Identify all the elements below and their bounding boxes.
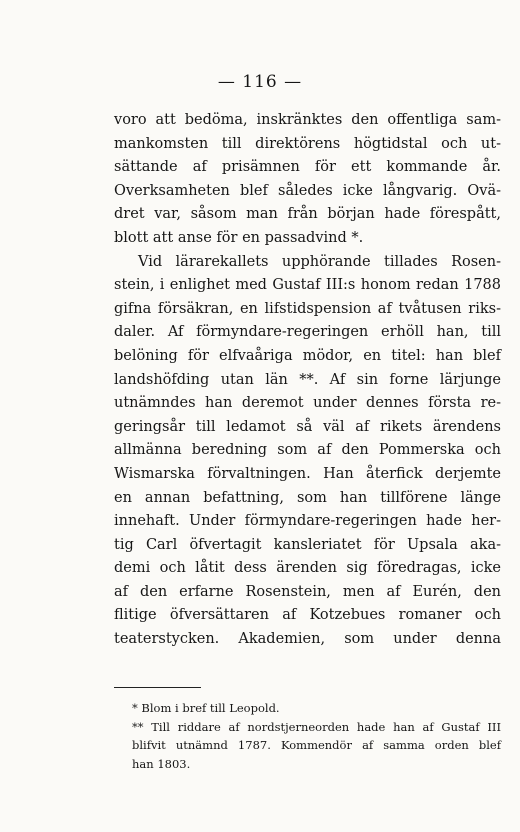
text-line: demi och låtit dess ärenden sig föredragas, icke [114,560,501,577]
text-line: blott att anse för en passadvind *. [114,229,364,246]
text-line: Vid lärarekallets upphörande tillades Rosen- [138,253,501,270]
footnote-line: blifvit utnämnd 1787. Kommendör af samma orden blef [132,738,501,753]
footnotes [114,699,501,773]
text-line: utnämndes han deremot under dennes första re- [114,395,501,412]
text-line: Wismarska förvaltningen. Han återfick derjemte [114,465,501,482]
footnote-divider [114,687,201,688]
text-line: geringsår till ledamot så väl af rikets ärendens [114,418,501,435]
page-number: — 116 — [217,72,303,92]
footnote-line: han 1803. [132,756,191,771]
text-line: tig Carl öfvertagit kansleriatet för Upsala aka- [114,536,501,553]
text-line: belöning för elfvaåriga mödor, en titel: han blef [114,347,501,364]
text-line: daler. Af förmyndare-regeringen erhöll han, till [114,324,501,341]
footnote-line: * Blom i bref till Leopold. [132,701,280,715]
text-line: sättande af prisämnen för ett kommande år. [114,159,501,176]
text-line: teaterstycken. Akademien, som under denna [114,631,501,648]
text-line: stein, i enlighet med Gustaf III:s honom redan 1788 [114,277,501,294]
body-text [114,109,501,652]
text-line: dret var, såsom man från början hade förespått, [114,206,501,223]
text-line: mankomsten till direktörens högtidstal och ut- [114,135,501,152]
text-line: landshöfding utan län **. Af sin forne lärjunge [114,371,501,388]
text-line: allmänna beredning som af den Pommerska och [114,442,501,459]
text-line: innehaft. Under förmyndare-regeringen hade her- [114,513,501,530]
text-line: voro att bedöma, inskränktes den offentliga sam- [114,112,501,128]
text-line: flitige öfversättaren af Kotzebues romaner och [114,607,501,624]
text-line: Overksamheten blef således icke långvarig. Ovä- [114,182,501,199]
text-line: gifna försäkran, en lifstidspension af tvåtusen riks- [114,300,501,317]
footnote-line: ** Till riddare af nordstjerneorden hade han af Gustaf III [132,719,501,734]
text-line: af den erfarne Rosenstein, men af Eurén, den [114,583,501,600]
text-line: en annan befattning, som han tillförene länge [114,489,501,506]
